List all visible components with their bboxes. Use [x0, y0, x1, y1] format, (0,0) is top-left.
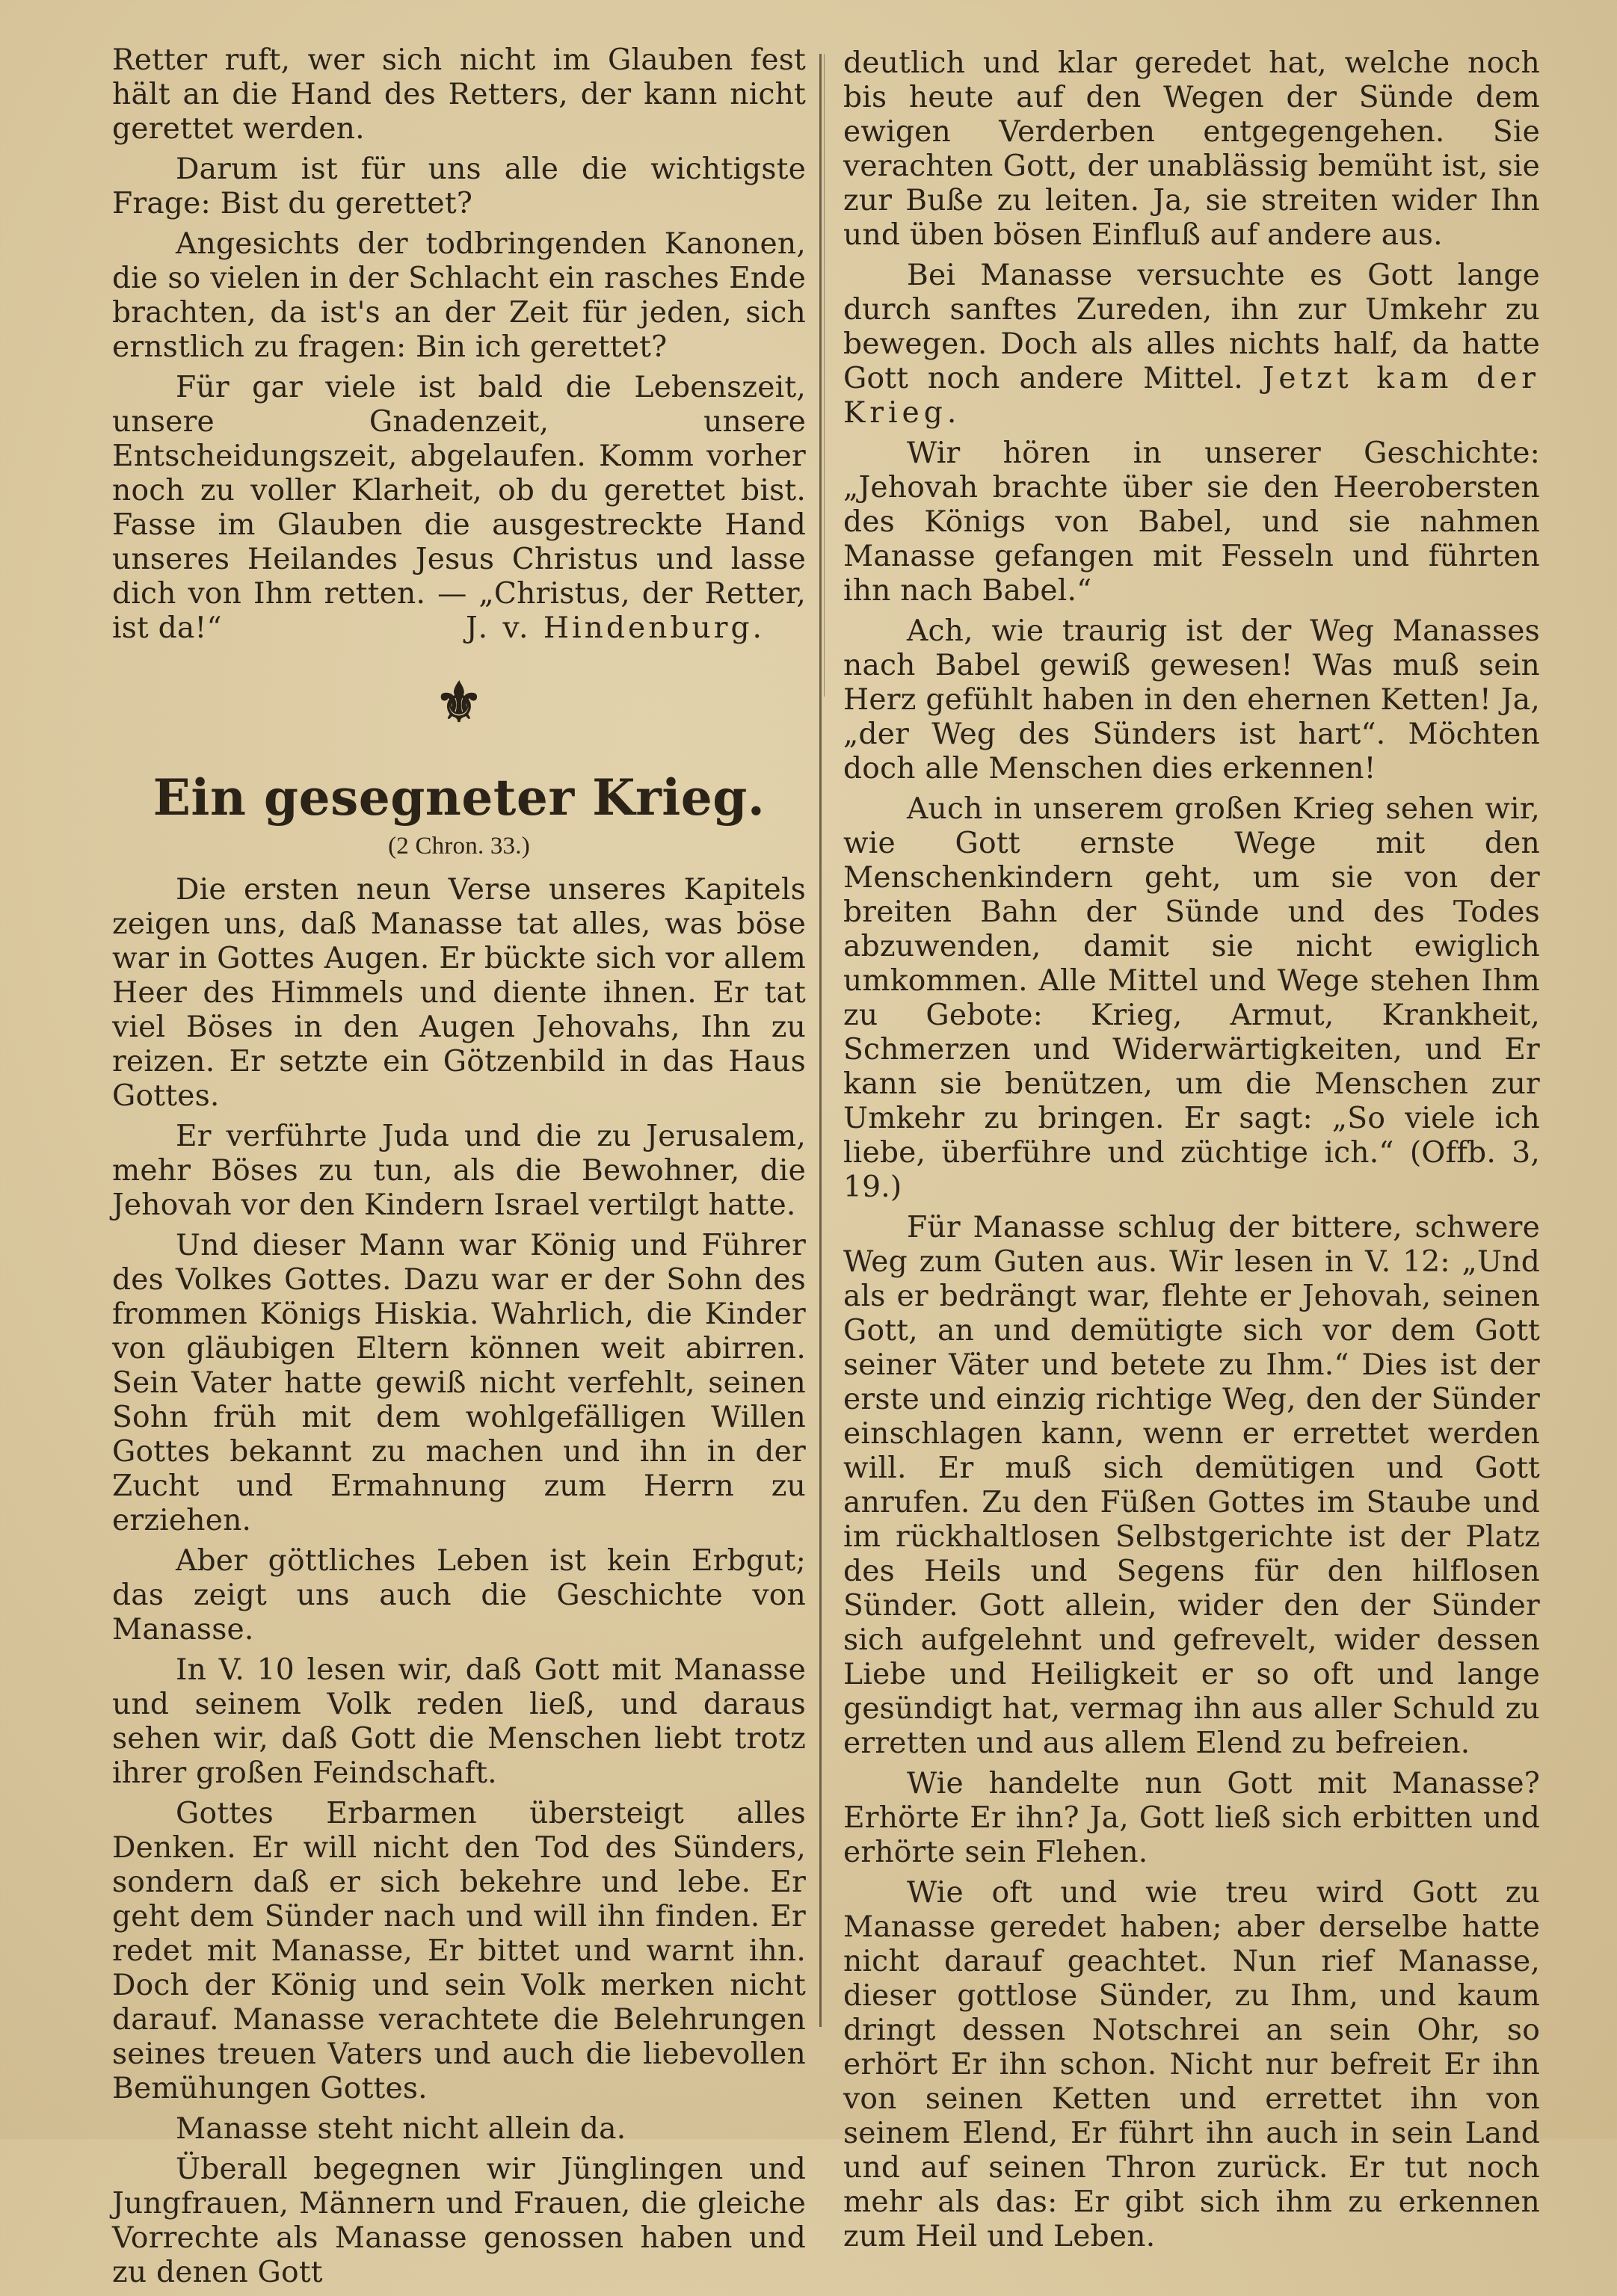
emphasized-text: Jetzt kam der Krieg. [843, 362, 1540, 430]
paragraph: Er verführte Juda und die zu Jerusalem, mehr Böses zu tun, als die Bewohner, die Jehovah vor den Kindern Israel vertilgt hatte. [112, 1120, 806, 1222]
paragraph: Retter ruft, wer sich nicht im Glauben fest hält an die Hand des Retters, der kann nicht gerettet werden. [112, 43, 806, 146]
paragraph: Die ersten neun Verse unseres Kapitels zeigen uns, daß Manasse tat alles, was böse war in Gottes Augen. Er bückte sich vor allem Heer des Himmels und diente ihnen. Er tat viel Böses in den Augen Jehovahs, Ihn zu reizen. Er setzte ein Götzenbild in das Haus Gottes. [112, 873, 806, 1113]
column-divider [819, 54, 822, 2027]
paragraph: Wie handelte nun Gott mit Manasse? Erhörte Er ihn? Ja, Gott ließ sich erbitten und erhörte sein Flehen. [843, 1767, 1540, 1869]
paragraph: Wie oft und wie treu wird Gott zu Manasse geredet haben; aber derselbe hatte nicht darauf geachtet. Nun rief Manasse, dieser gottlose Sünder, zu Ihm, und kaum dringt dessen Notschrei an sein Ohr, so erhört Er ihn schon. Nicht nur befreit Er ihn von seinen Ketten und errettet ihn von seinem Elend, Er führt ihn auch in sein Land und auf seinen Thron zurück. Er tut noch mehr als das: Er gibt sich ihm zu erkennen zum Heil und Leben. [843, 1876, 1540, 2253]
paragraph: In V. 10 lesen wir, daß Gott mit Manasse und seinem Volk reden ließ, und daraus sehen wir, daß Gott die Menschen liebt trotz ihrer großen Feindschaft. [112, 1653, 806, 1790]
paragraph [843, 259, 1540, 430]
paragraph-text: Bei Manasse versuchte es Gott lange durch sanftes Zureden, ihn zur Umkehr zu bewegen. Doch als alles nichts half, da hatte Gott noch andere Mittel. [843, 259, 1540, 395]
paragraph: Wir hören in unserer Geschichte: „Jehovah brachte über sie den Heerobersten des Königs von Babel, und sie nahmen Manasse gefangen mit Fesseln und führten ihn nach Babel.“ [843, 436, 1540, 608]
paragraph: Aber göttliches Leben ist kein Erbgut; das zeigt uns auch die Geschichte von Manasse. [112, 1544, 806, 1647]
paragraph: Auch in unserem großen Krieg sehen wir, wie Gott ernste Wege mit den Menschenkindern geht, um sie von der breiten Bahn der Sünde und des Todes abzuwenden, damit sie nicht ewiglich umkommen. Alle Mittel und Wege stehen Ihm zu Gebote: Krieg, Armut, Krankheit, Schmerzen und Widerwärtigkeiten, und Er kann sie benützen, um die Menschen zur Umkehr zu bringen. Er sagt: „So viele ich liebe, überführe und züchtige ich.“ (Offb. 3, 19.) [843, 792, 1540, 1204]
signature: J. v. Hindenburg. [465, 611, 765, 645]
paragraph: Ach, wie traurig ist der Weg Manasses nach Babel gewiß gewesen! Was muß sein Herz gefühlt haben in den ehernen Ketten! Ja, „der Weg des Sünders ist hart“. Möchten doch alle Menschen dies erkennen! [843, 614, 1540, 786]
paragraph: Und dieser Mann war König und Führer des Volkes Gottes. Dazu war er der Sohn des frommen Königs Hiskia. Wahrlich, die Kinder von gläubigen Eltern können weit abirren. Sein Vater hatte gewiß nicht verfehlt, seinen Sohn früh mit dem wohlgefälligen Willen Gottes bekannt zu machen und ihn in der Zucht und Ermahnung zum Herrn zu erziehen. [112, 1229, 806, 1537]
paragraph: Manasse steht nicht allein da. [176, 2112, 626, 2146]
paragraph: Gottes Erbarmen übersteigt alles Denken. Er will nicht den Tod des Sünders, sondern daß er sich bekehre und lebe. Er geht dem Sünder nach und will ihn finden. Er redet mit Manasse, Er bittet und warnt ihn. Doch der König und sein Volk merken nicht darauf. Manasse verachtete die Belehrungen seines treuen Vaters und auch die liebevollen Bemühungen Gottes. [112, 1797, 806, 2105]
paragraph: Darum ist für uns alle die wichtigste Frage: Bist du gerettet? [112, 152, 806, 220]
column-divider-inner [824, 54, 825, 697]
ornament-glyph: ⚜ [434, 670, 484, 734]
paragraph: Für Manasse schlug der bittere, schwere Weg zum Guten aus. Wir lesen in V. 12: „Und als er bedrängt war, flehte er Jehovah, seinen Gott, an und demütigte sich vor dem Gott seiner Väter und betete zu Ihm.“ Dies ist der erste und einzig richtige Weg, den der Sünder einschlagen kann, wenn er errettet werden will. Er muß sich demütigen und Gott anrufen. Zu den Füßen Gottes im Staube und im rückhaltlosen Selbstgerichte ist der Platz des Heils und Segens für den hilflosen Sünder. Gott allein, wider den der Sünder sich aufgelehnt und gefrevelt, wider dessen Liebe und Heiligkeit er so oft und lange gesündigt hat, vermag ihn aus aller Schuld zu erretten und aus allem Elend zu befreien. [843, 1211, 1540, 1760]
article-subtitle: (2 Chron. 33.) [388, 833, 530, 860]
left-column [112, 43, 806, 2296]
article-title: Ein gesegneter Krieg. [153, 768, 766, 827]
paragraph: Angesichts der todbringenden Kanonen, die so vielen in der Schlacht ein rasches Ende brachten, da ist's an der Zeit für jeden, sich ernstlich zu fragen: Bin ich gerettet? [112, 227, 806, 364]
paragraph: Für gar viele ist bald die Lebenszeit, unsere Gnadenzeit, unsere Entscheidungszeit, abgelaufen. Komm vorher noch zu voller Klarheit, ob du gerettet bist. Fasse im Glauben die ausgestreckte Hand unseres Heilandes Jesus Christus und lasse dich von Ihm retten. — „Christus, der Retter, ist da!“ [112, 371, 806, 645]
paragraph: deutlich und klar geredet hat, welche noch bis heute auf den Wegen der Sünde dem ewigen Verderben entgegengehen. Sie verachten Gott, der unablässig bemüht ist, sie zur Buße zu leiten. Ja, sie streiten wider Ihn und üben bösen Einfluß auf andere aus. [843, 46, 1540, 252]
right-column [843, 46, 1540, 2260]
paragraph: Überall begegnen wir Jünglingen und Jungfrauen, Männern und Frauen, die gleiche Vorrechte als Manasse genossen haben und zu denen Gott [112, 2152, 806, 2289]
